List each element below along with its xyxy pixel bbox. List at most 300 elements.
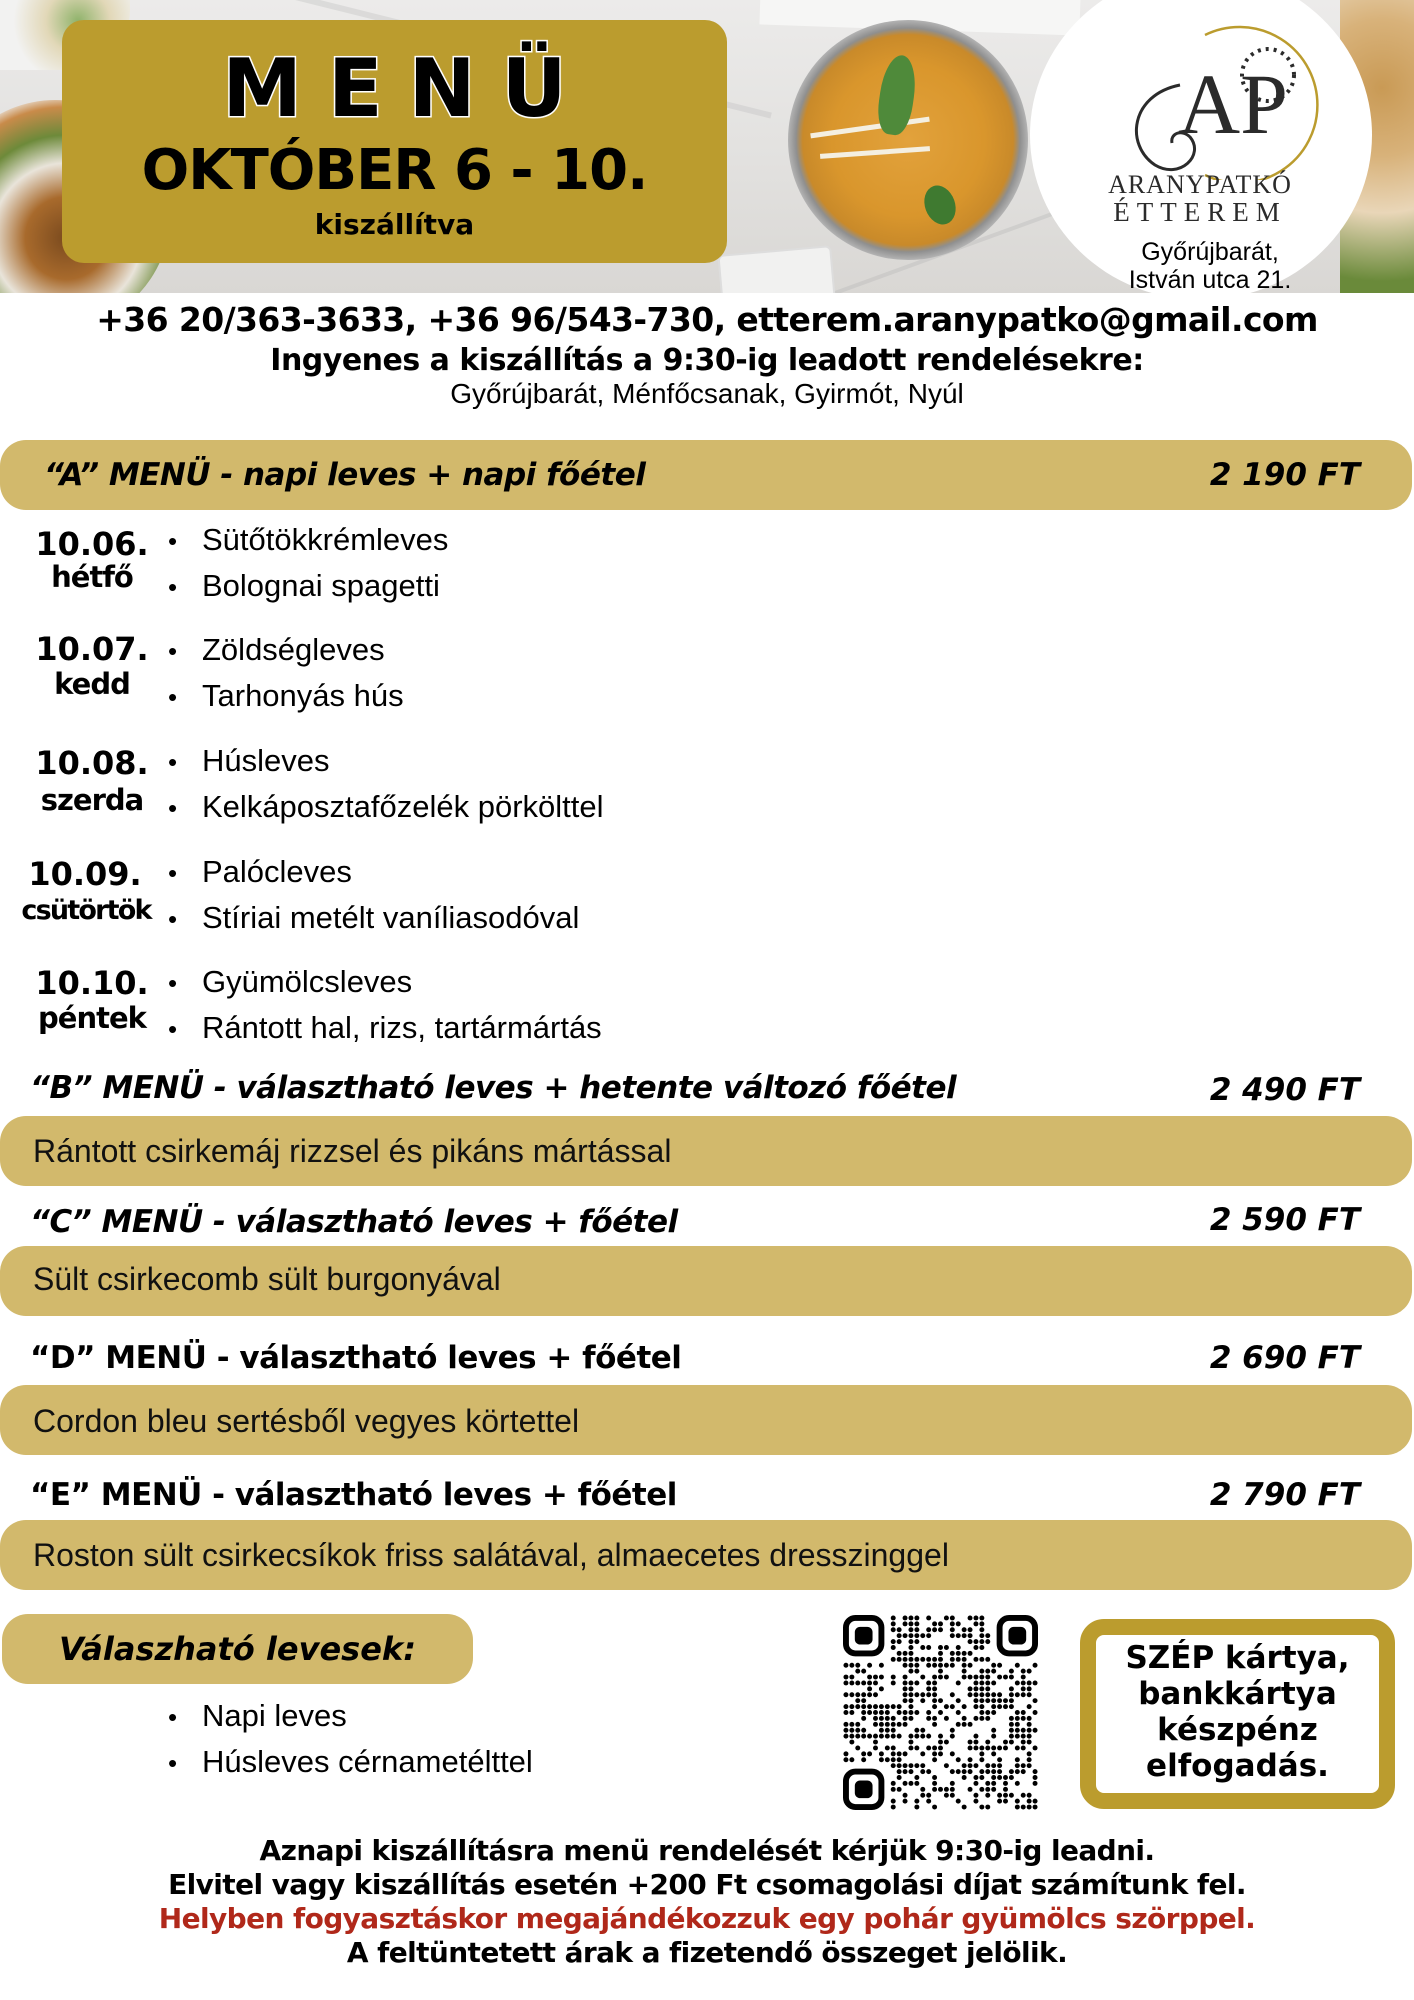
qr-module (991, 1763, 996, 1768)
qr-module (897, 1734, 902, 1739)
qr-module (1027, 1734, 1032, 1739)
qr-module (867, 1663, 872, 1668)
qr-module (968, 1639, 973, 1644)
qr-module (938, 1787, 943, 1792)
qr-module (920, 1793, 925, 1798)
qr-module (1003, 1740, 1008, 1745)
qr-module (968, 1769, 973, 1774)
qr-module (962, 1805, 967, 1810)
qr-module (1015, 1716, 1020, 1721)
qr-module (968, 1663, 973, 1668)
qr-module (926, 1745, 931, 1750)
qr-module (979, 1686, 984, 1691)
qr-module (908, 1710, 913, 1715)
qr-module (973, 1657, 978, 1662)
day-date: 10.09. (28, 855, 142, 893)
qr-module (891, 1763, 896, 1768)
qr-module (932, 1745, 937, 1750)
day-main: • Kelkáposztafőzelék pörkölttel (168, 787, 604, 828)
footer-line-2: Elvitel vagy kiszállítás esetén +200 Ft csomagolási díjat számítunk fel. (168, 1868, 1246, 1901)
qr-module (979, 1757, 984, 1762)
qr-module (1015, 1799, 1020, 1804)
qr-module (914, 1680, 919, 1685)
menu-e-title: “E” MENÜ - választható leves + főétel (30, 1477, 677, 1513)
qr-module (979, 1633, 984, 1638)
qr-module (891, 1745, 896, 1750)
qr-module (920, 1751, 925, 1756)
soup-option: • Húsleves cérnametélttel (168, 1742, 533, 1783)
qr-module (1015, 1663, 1020, 1668)
qr-module (985, 1781, 990, 1786)
qr-module (1015, 1680, 1020, 1685)
qr-module (962, 1651, 967, 1656)
qr-module (861, 1704, 866, 1709)
qr-module (1033, 1781, 1038, 1786)
day-soup: • Sütőtökkrémleves (168, 520, 448, 561)
qr-module (914, 1669, 919, 1674)
qr-module (903, 1698, 908, 1703)
qr-module (843, 1757, 848, 1762)
qr-module (1021, 1734, 1026, 1739)
qr-module (1015, 1722, 1020, 1727)
qr-module (1021, 1805, 1026, 1810)
qr-module (926, 1645, 931, 1650)
qr-module (979, 1704, 984, 1709)
qr-module (849, 1680, 854, 1685)
qr-module (938, 1698, 943, 1703)
biryani-bowl-image (788, 20, 1028, 260)
qr-module (903, 1781, 908, 1786)
qr-module (891, 1657, 896, 1662)
payment-line: készpénz (1157, 1712, 1318, 1748)
qr-module (908, 1686, 913, 1691)
menu-b-dish: Rántott csirkemáj rizzsel és pikáns mártással (33, 1133, 672, 1169)
qr-module (950, 1769, 955, 1774)
qr-module (944, 1615, 949, 1620)
qr-module (938, 1675, 943, 1680)
qr-module (926, 1615, 931, 1620)
qr-module (926, 1799, 931, 1804)
qr-module (908, 1651, 913, 1656)
address-line-1: Győrújbarát, (1141, 238, 1279, 266)
qr-module (908, 1769, 913, 1774)
logo-monogram: AP (1178, 56, 1288, 152)
soups-title: Válaszható levesek: (59, 1630, 416, 1668)
day-name: kedd (54, 667, 130, 701)
qr-module (938, 1627, 943, 1632)
qr-module (997, 1793, 1002, 1798)
qr-module (1015, 1763, 1020, 1768)
qr-module (962, 1663, 967, 1668)
qr-module (861, 1680, 866, 1685)
contact-line[interactable]: +36 20/363-3633, +36 96/543-730, etterem.aranypatko@gmail.com (96, 300, 1318, 339)
qr-module (973, 1799, 978, 1804)
qr-module (879, 1704, 884, 1709)
qr-module (968, 1627, 973, 1632)
qr-module (956, 1621, 961, 1626)
qr-module (897, 1657, 902, 1662)
qr-module (914, 1692, 919, 1697)
qr-module (843, 1734, 848, 1739)
qr-module (979, 1669, 984, 1674)
qr-module (873, 1675, 878, 1680)
qr-module (903, 1663, 908, 1668)
menu-a-title: “A” MENÜ - napi leves + napi főétel (44, 457, 646, 493)
qr-module (879, 1728, 884, 1733)
qr-module (991, 1663, 996, 1668)
qr-module (914, 1633, 919, 1638)
qr-module (1021, 1740, 1026, 1745)
qr-module (879, 1710, 884, 1715)
qr-module (973, 1793, 978, 1798)
qr-module (932, 1716, 937, 1721)
qr-module (979, 1745, 984, 1750)
qr-module (861, 1692, 866, 1697)
qr-module (908, 1639, 913, 1644)
qr-module (885, 1728, 890, 1733)
qr-module (908, 1657, 913, 1662)
qr-module (973, 1615, 978, 1620)
day-date: 10.10. (35, 964, 149, 1002)
qr-module (914, 1710, 919, 1715)
qr-module (962, 1716, 967, 1721)
qr-module (944, 1740, 949, 1745)
day-main: • Rántott hal, rizs, tartármártás (168, 1008, 602, 1049)
qr-module (1021, 1710, 1026, 1715)
qr-module (944, 1763, 949, 1768)
qr-module (855, 1698, 860, 1703)
qr-module (891, 1734, 896, 1739)
qr-module (903, 1793, 908, 1798)
qr-module (1021, 1728, 1026, 1733)
qr-module (962, 1669, 967, 1674)
qr-module (979, 1692, 984, 1697)
qr-module (855, 1722, 860, 1727)
qr-module (1033, 1775, 1038, 1780)
qr-module (879, 1716, 884, 1721)
qr-module (932, 1751, 937, 1756)
qr-module (914, 1734, 919, 1739)
qr-module (903, 1680, 908, 1685)
qr-module (908, 1627, 913, 1632)
qr-module (920, 1787, 925, 1792)
qr-module (843, 1680, 848, 1685)
qr-module (938, 1651, 943, 1656)
qr-module (1015, 1805, 1020, 1810)
qr-module (1003, 1787, 1008, 1792)
qr-module (950, 1793, 955, 1798)
qr-module (968, 1651, 973, 1656)
qr-module (962, 1763, 967, 1768)
delivery-subtitle: kiszállítva (314, 208, 475, 241)
qr-module (997, 1698, 1002, 1703)
qr-module (926, 1657, 931, 1662)
qr-module (932, 1698, 937, 1703)
day-soup: • Zöldségleves (168, 630, 385, 671)
side-plate (717, 245, 836, 293)
qr-module (1009, 1692, 1014, 1697)
qr-module (855, 1728, 860, 1733)
qr-module (914, 1657, 919, 1662)
qr-code-icon[interactable] (843, 1615, 1038, 1810)
qr-module (867, 1710, 872, 1715)
menu-e-price: 2 790 FT (1209, 1477, 1360, 1513)
qr-module (938, 1745, 943, 1750)
qr-module (873, 1710, 878, 1715)
qr-module (891, 1680, 896, 1685)
qr-module (968, 1745, 973, 1750)
soup-option: • Napi leves (168, 1696, 347, 1737)
qr-module (908, 1740, 913, 1745)
qr-module (879, 1663, 884, 1668)
qr-module (1033, 1799, 1038, 1804)
qr-module (1027, 1751, 1032, 1756)
qr-module (1027, 1728, 1032, 1733)
qr-module (932, 1657, 937, 1662)
qr-module (1015, 1781, 1020, 1786)
qr-module (903, 1763, 908, 1768)
day-soup: • Húsleves (168, 741, 330, 782)
qr-module (950, 1621, 955, 1626)
qr-module (997, 1692, 1002, 1697)
qr-module (944, 1716, 949, 1721)
day-main: • Bolognai spagetti (168, 566, 440, 607)
qr-module (991, 1769, 996, 1774)
qr-module (991, 1728, 996, 1733)
qr-module (843, 1751, 848, 1756)
qr-module (956, 1769, 961, 1774)
qr-module (944, 1645, 949, 1650)
qr-module (891, 1757, 896, 1762)
qr-module (885, 1716, 890, 1721)
qr-module (908, 1698, 913, 1703)
qr-module (891, 1621, 896, 1626)
qr-module (968, 1722, 973, 1727)
qr-module (1021, 1692, 1026, 1697)
qr-module (849, 1757, 854, 1762)
qr-module (962, 1769, 967, 1774)
qr-module (932, 1781, 937, 1786)
qr-module (897, 1633, 902, 1638)
qr-module (891, 1615, 896, 1620)
qr-module (926, 1633, 931, 1638)
qr-module (932, 1663, 937, 1668)
qr-module (897, 1639, 902, 1644)
qr-module (891, 1716, 896, 1721)
qr-module (1009, 1686, 1014, 1691)
qr-module (950, 1787, 955, 1792)
qr-module (1021, 1769, 1026, 1774)
footer-line-1: Aznapi kiszállításra menü rendelését kérjük 9:30-ig leadni. (259, 1834, 1155, 1867)
qr-module (873, 1722, 878, 1727)
qr-module (1033, 1769, 1038, 1774)
qr-module (926, 1692, 931, 1697)
qr-module (985, 1763, 990, 1768)
qr-module (979, 1680, 984, 1685)
qr-module (973, 1621, 978, 1626)
qr-module (920, 1692, 925, 1697)
qr-module (950, 1663, 955, 1668)
qr-module (861, 1669, 866, 1674)
day-name: szerda (40, 783, 144, 817)
qr-module (932, 1686, 937, 1691)
qr-module (908, 1692, 913, 1697)
qr-module (926, 1793, 931, 1798)
qr-module (843, 1663, 848, 1668)
qr-module (897, 1787, 902, 1792)
qr-module (1009, 1704, 1014, 1709)
qr-module (891, 1675, 896, 1680)
qr-module (914, 1775, 919, 1780)
qr-module (979, 1639, 984, 1644)
qr-module (997, 1775, 1002, 1780)
qr-module (985, 1745, 990, 1750)
qr-module (926, 1734, 931, 1739)
qr-module (973, 1675, 978, 1680)
qr-module (926, 1710, 931, 1715)
qr-module (879, 1734, 884, 1739)
qr-module (885, 1704, 890, 1709)
menu-b-price: 2 490 FT (1209, 1072, 1360, 1108)
qr-module (1027, 1692, 1032, 1697)
qr-module (908, 1663, 913, 1668)
qr-module (861, 1710, 866, 1715)
qr-module (1021, 1745, 1026, 1750)
qr-module (867, 1680, 872, 1685)
qr-module (1027, 1763, 1032, 1768)
qr-module (1027, 1704, 1032, 1709)
qr-module (932, 1680, 937, 1685)
qr-module (968, 1757, 973, 1762)
qr-module (873, 1680, 878, 1685)
day-name: csütörtök (21, 895, 151, 926)
qr-module (950, 1627, 955, 1632)
qr-module (879, 1722, 884, 1727)
qr-module (944, 1787, 949, 1792)
qr-module (914, 1627, 919, 1632)
qr-module (920, 1769, 925, 1774)
qr-module (950, 1633, 955, 1638)
qr-module (950, 1734, 955, 1739)
qr-module (991, 1669, 996, 1674)
qr-module (891, 1728, 896, 1733)
qr-module (985, 1680, 990, 1685)
qr-module (962, 1722, 967, 1727)
qr-module (908, 1716, 913, 1721)
qr-module (1033, 1663, 1038, 1668)
qr-module (1033, 1745, 1038, 1750)
qr-module (973, 1686, 978, 1691)
qr-module (968, 1686, 973, 1691)
qr-module (879, 1675, 884, 1680)
qr-module (849, 1704, 854, 1709)
qr-module (985, 1669, 990, 1674)
qr-module (849, 1710, 854, 1715)
qr-module (920, 1763, 925, 1768)
qr-module (938, 1710, 943, 1715)
qr-module (997, 1704, 1002, 1709)
qr-module (879, 1757, 884, 1762)
qr-module (1003, 1775, 1008, 1780)
qr-module (985, 1710, 990, 1715)
qr-module (843, 1692, 848, 1697)
qr-module (849, 1675, 854, 1680)
qr-module (914, 1621, 919, 1626)
payment-methods (1096, 1640, 1379, 1784)
qr-module (968, 1740, 973, 1745)
day-soup: • Gyümölcsleves (168, 962, 412, 1003)
qr-module (879, 1751, 884, 1756)
qr-module (938, 1734, 943, 1739)
qr-module (962, 1627, 967, 1632)
qr-module (1021, 1793, 1026, 1798)
day-date: 10.08. (35, 744, 149, 782)
qr-module (938, 1621, 943, 1626)
day-date: 10.07. (35, 630, 149, 668)
qr-module (903, 1686, 908, 1691)
qr-module (973, 1680, 978, 1685)
qr-module (891, 1627, 896, 1632)
qr-module (997, 1675, 1002, 1680)
qr-module (979, 1675, 984, 1680)
qr-module (950, 1751, 955, 1756)
qr-module (914, 1663, 919, 1668)
qr-module (897, 1710, 902, 1715)
qr-module (956, 1799, 961, 1804)
qr-module (926, 1627, 931, 1632)
qr-module (932, 1704, 937, 1709)
qr-module (1015, 1728, 1020, 1733)
qr-module (944, 1675, 949, 1680)
qr-module (867, 1692, 872, 1697)
qr-module (962, 1675, 967, 1680)
qr-module (950, 1692, 955, 1697)
qr-module (956, 1657, 961, 1662)
qr-module (908, 1704, 913, 1709)
qr-module (985, 1686, 990, 1691)
qr-module (932, 1692, 937, 1697)
qr-module (997, 1663, 1002, 1668)
payment-line: SZÉP kártya, (1125, 1640, 1350, 1676)
qr-module (985, 1716, 990, 1721)
qr-module (956, 1633, 961, 1638)
qr-module (956, 1698, 961, 1703)
qr-module (885, 1722, 890, 1727)
qr-module (973, 1704, 978, 1709)
qr-module (979, 1787, 984, 1792)
qr-module (1003, 1799, 1008, 1804)
qr-module (920, 1633, 925, 1638)
qr-module (855, 1680, 860, 1685)
qr-module (991, 1745, 996, 1750)
qr-module (891, 1787, 896, 1792)
qr-module (908, 1621, 913, 1626)
qr-module (932, 1621, 937, 1626)
day-main: • Stíriai metélt vaníliasodóval (168, 898, 579, 939)
qr-module (973, 1698, 978, 1703)
qr-module (908, 1633, 913, 1638)
qr-module (903, 1621, 908, 1626)
qr-module (1009, 1722, 1014, 1727)
footer-line-3-highlight: Helyben fogyasztáskor megajándékozzuk egy pohár gyümölcs szörppel. (158, 1902, 1256, 1935)
menu-e-dish: Roston sült csirkecsíkok friss salátával, almaecetes dresszinggel (33, 1537, 949, 1573)
qr-module (855, 1692, 860, 1697)
qr-module (950, 1657, 955, 1662)
qr-module (1027, 1799, 1032, 1804)
qr-module (891, 1639, 896, 1644)
footer-line-4: A feltüntetett árak a fizetendő összeget jelölik. (346, 1936, 1068, 1969)
qr-module (849, 1740, 854, 1745)
